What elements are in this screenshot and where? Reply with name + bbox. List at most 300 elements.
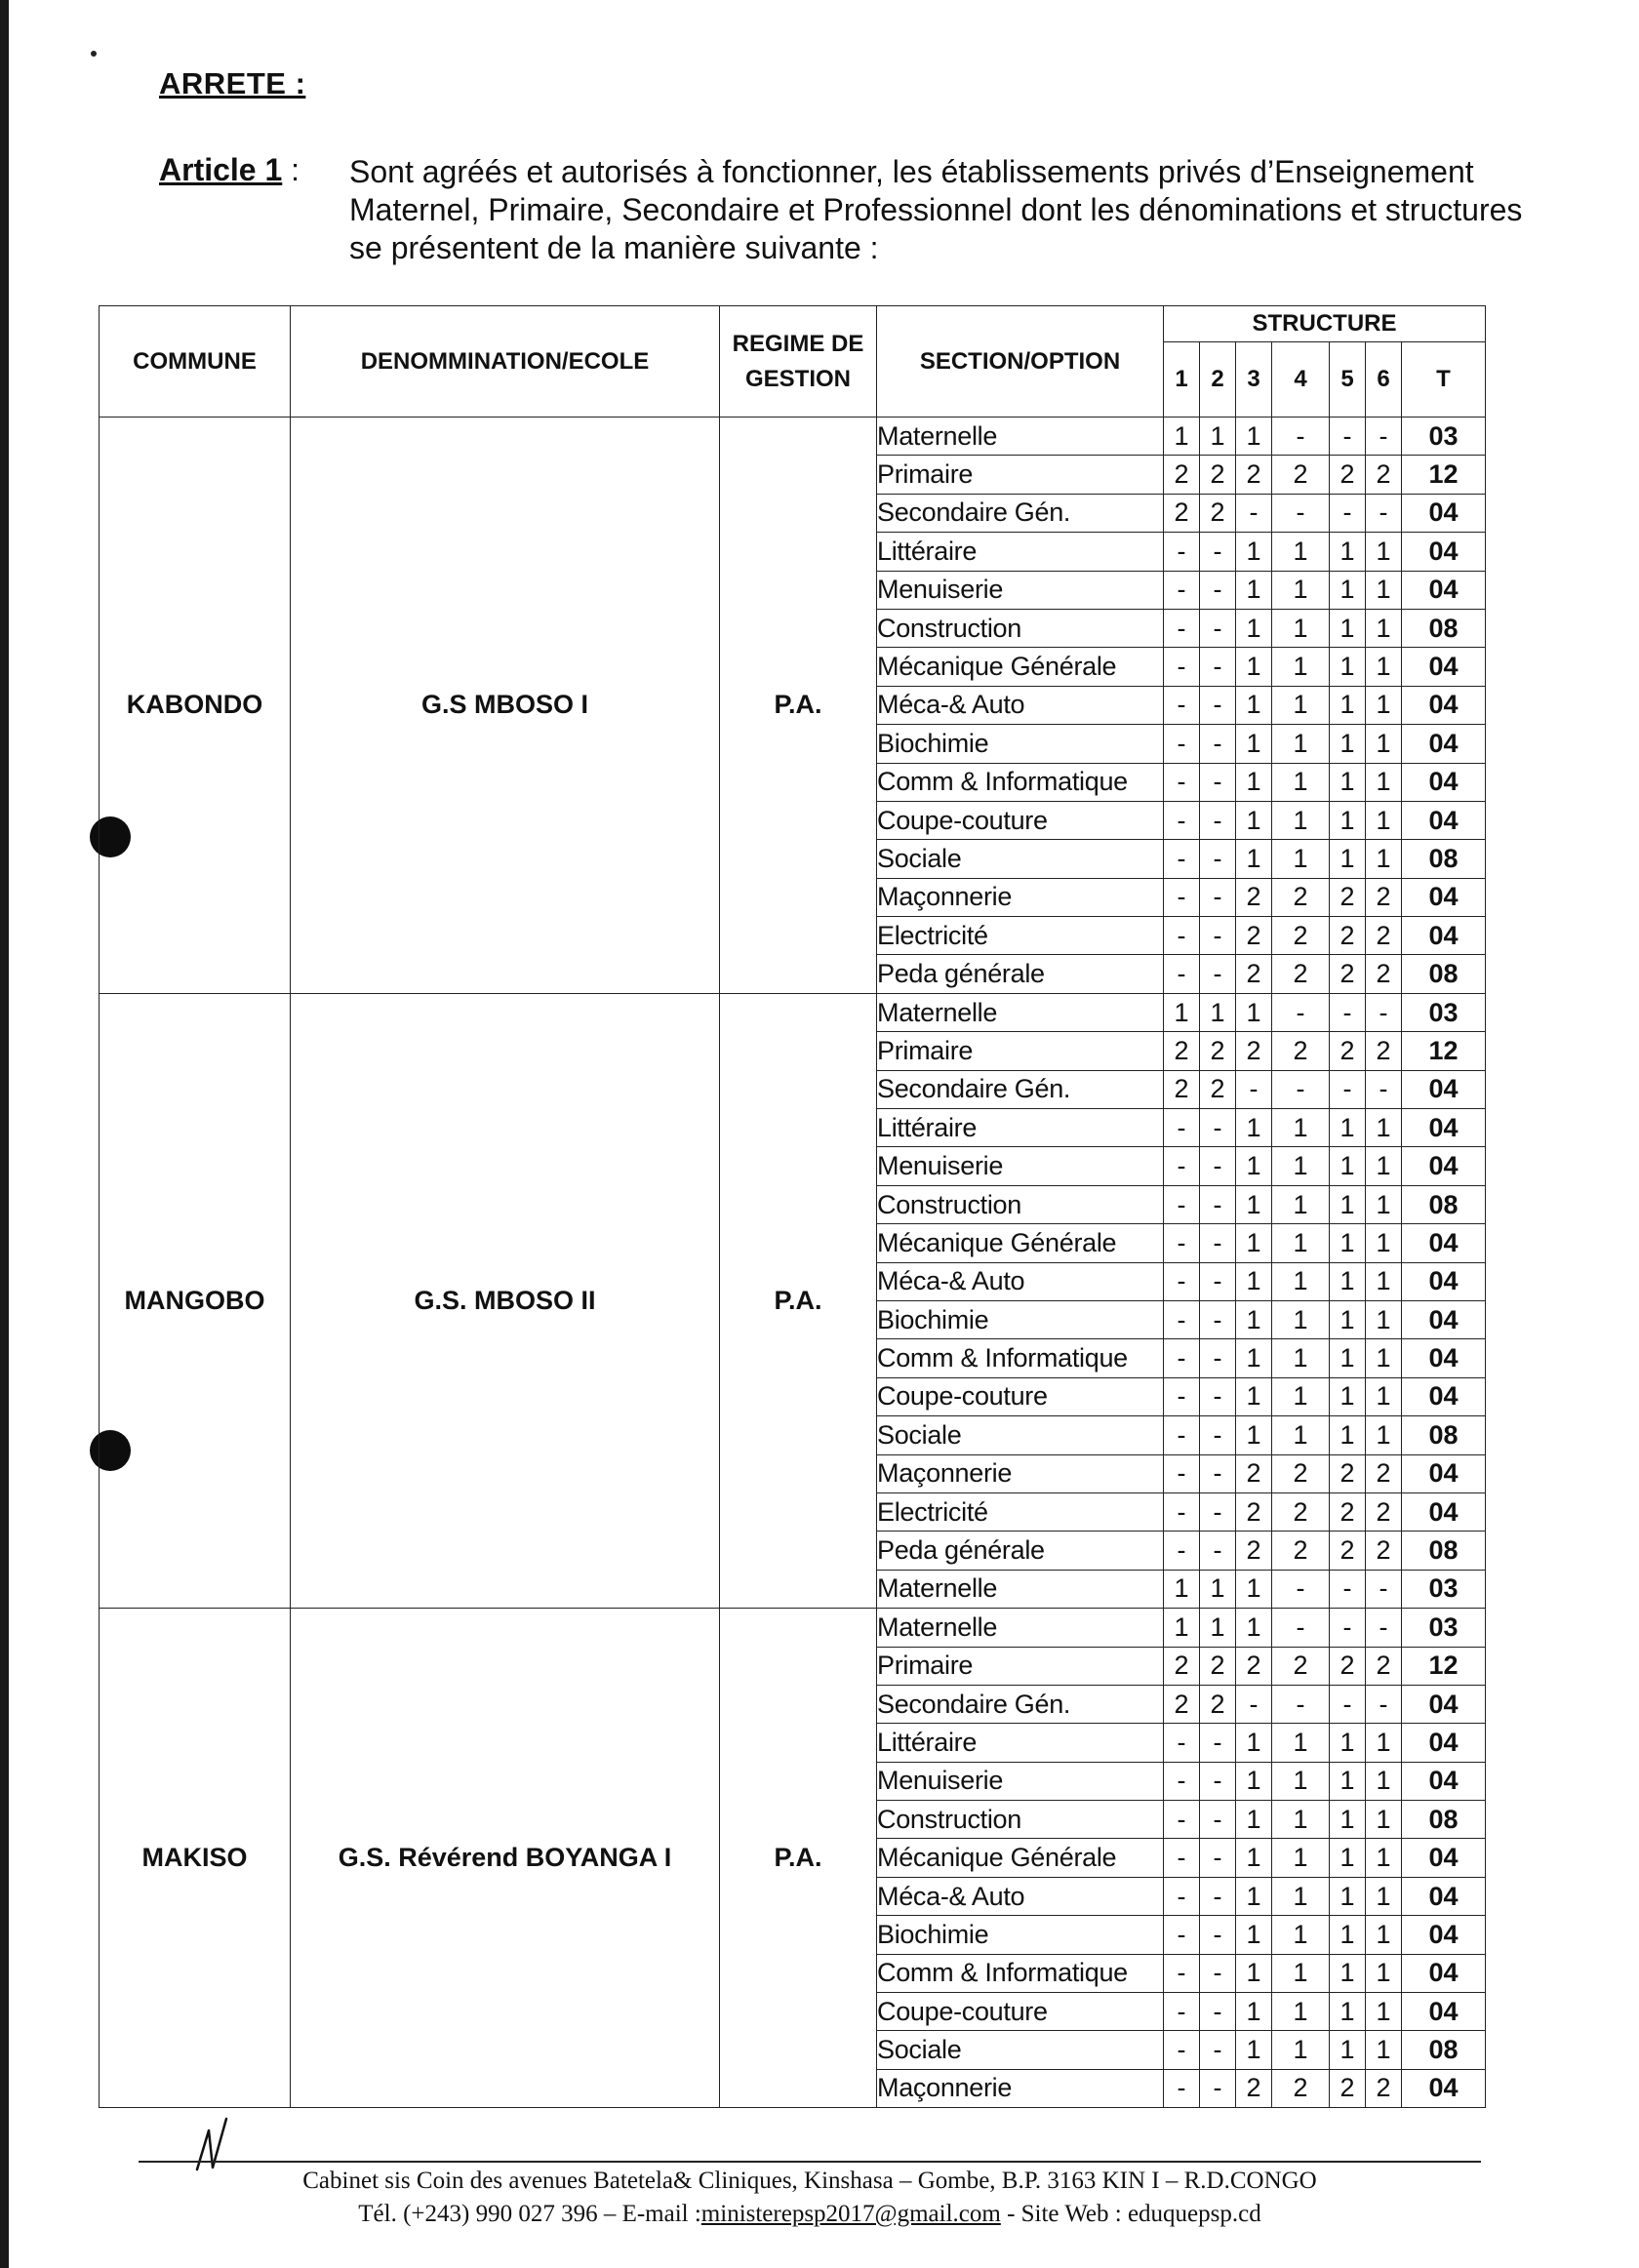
structure-cell-3: - — [1236, 1070, 1272, 1108]
structure-cell-3: 1 — [1236, 1570, 1272, 1608]
total-cell: 12 — [1402, 1032, 1486, 1070]
structure-cell-5: - — [1330, 494, 1366, 532]
structure-cell-5: 1 — [1330, 1224, 1366, 1262]
structure-cell-1: - — [1164, 1377, 1200, 1415]
section-cell: Construction — [877, 1801, 1164, 1839]
total-cell: 04 — [1402, 1839, 1486, 1877]
total-cell: 04 — [1402, 1492, 1486, 1531]
total-cell: 12 — [1402, 1647, 1486, 1685]
header-col-2: 2 — [1200, 342, 1236, 418]
structure-cell-6: 1 — [1366, 1839, 1402, 1877]
structure-cell-1: - — [1164, 1147, 1200, 1185]
section-cell: Maternelle — [877, 1609, 1164, 1647]
total-cell: 04 — [1402, 763, 1486, 801]
structure-cell-6: 1 — [1366, 725, 1402, 763]
total-cell: 12 — [1402, 456, 1486, 494]
structure-cell-3: 1 — [1236, 686, 1272, 724]
structure-cell-5: 2 — [1330, 955, 1366, 993]
structure-cell-2: - — [1200, 533, 1236, 571]
structure-cell-4: 1 — [1272, 571, 1330, 609]
header-col-3: 3 — [1236, 342, 1272, 418]
structure-cell-2: - — [1200, 1916, 1236, 1954]
total-cell: 04 — [1402, 1262, 1486, 1300]
header-col-4: 4 — [1272, 342, 1330, 418]
structure-cell-3: 2 — [1236, 917, 1272, 955]
structure-cell-6: 1 — [1366, 533, 1402, 571]
footer-divider — [139, 2161, 1481, 2163]
structure-cell-4: 1 — [1272, 1916, 1330, 1954]
structure-cell-4: 1 — [1272, 1839, 1330, 1877]
structure-cell-3: 1 — [1236, 609, 1272, 647]
structure-cell-3: 1 — [1236, 801, 1272, 839]
footer-contact — [139, 2201, 1481, 2228]
structure-cell-3: 1 — [1236, 1185, 1272, 1223]
structure-cell-1: - — [1164, 1877, 1200, 1915]
structure-cell-4: 1 — [1272, 1109, 1330, 1147]
structure-cell-4: 2 — [1272, 1492, 1330, 1531]
section-cell: Biochimie — [877, 1916, 1164, 1954]
structure-cell-2: - — [1200, 725, 1236, 763]
structure-cell-4: - — [1272, 1070, 1330, 1108]
structure-cell-5: 1 — [1330, 1339, 1366, 1377]
section-cell: Primaire — [877, 1032, 1164, 1070]
structure-cell-1: - — [1164, 1224, 1200, 1262]
structure-cell-3: 2 — [1236, 1032, 1272, 1070]
structure-cell-4: 2 — [1272, 2069, 1330, 2107]
total-cell: 04 — [1402, 1954, 1486, 1992]
total-cell: 08 — [1402, 609, 1486, 647]
structure-cell-3: 1 — [1236, 2031, 1272, 2069]
structure-cell-2: - — [1200, 1762, 1236, 1800]
structure-cell-1: - — [1164, 1416, 1200, 1454]
structure-cell-5: - — [1330, 1070, 1366, 1108]
structure-cell-3: 1 — [1236, 648, 1272, 686]
structure-cell-5: - — [1330, 1570, 1366, 1608]
structure-cell-3: 1 — [1236, 725, 1272, 763]
structure-cell-1: - — [1164, 840, 1200, 878]
structure-cell-5: 1 — [1330, 801, 1366, 839]
total-cell: 08 — [1402, 1532, 1486, 1570]
structure-cell-3: 1 — [1236, 1877, 1272, 1915]
structure-cell-2: - — [1200, 1839, 1236, 1877]
header-structure: STRUCTURE — [1164, 306, 1486, 342]
section-cell: Secondaire Gén. — [877, 1070, 1164, 1108]
structure-cell-2: - — [1200, 955, 1236, 993]
structure-cell-1: - — [1164, 1262, 1200, 1300]
structure-cell-2: 1 — [1200, 418, 1236, 456]
structure-cell-6: 1 — [1366, 1724, 1402, 1762]
total-cell: 04 — [1402, 1993, 1486, 2031]
section-cell: Primaire — [877, 1647, 1164, 1685]
structure-cell-4: 2 — [1272, 1532, 1330, 1570]
structure-cell-3: 1 — [1236, 1224, 1272, 1262]
structure-cell-1: 2 — [1164, 1685, 1200, 1723]
structure-cell-2: 1 — [1200, 993, 1236, 1031]
total-cell: 04 — [1402, 801, 1486, 839]
section-cell: Mécanique Générale — [877, 648, 1164, 686]
structure-cell-5: 1 — [1330, 1262, 1366, 1300]
structure-cell-4: 1 — [1272, 1262, 1330, 1300]
section-cell: Maçonnerie — [877, 878, 1164, 916]
structure-cell-6: 2 — [1366, 1454, 1402, 1492]
total-cell: 03 — [1402, 993, 1486, 1031]
structure-cell-1: - — [1164, 1492, 1200, 1531]
structure-cell-2: - — [1200, 1993, 1236, 2031]
structure-cell-6: 1 — [1366, 840, 1402, 878]
structure-cell-6: 1 — [1366, 801, 1402, 839]
regime-cell: P.A. — [720, 418, 877, 994]
total-cell: 04 — [1402, 878, 1486, 916]
structure-cell-5: 1 — [1330, 571, 1366, 609]
school-name-cell: G.S. MBOSO II — [291, 993, 720, 1608]
structure-cell-6: 1 — [1366, 1877, 1402, 1915]
structure-cell-4: 2 — [1272, 878, 1330, 916]
section-cell: Comm & Informatique — [877, 763, 1164, 801]
total-cell: 04 — [1402, 1916, 1486, 1954]
structure-cell-2: - — [1200, 1147, 1236, 1185]
structure-cell-5: 1 — [1330, 1993, 1366, 2031]
section-cell: Maçonnerie — [877, 1454, 1164, 1492]
structure-cell-1: - — [1164, 533, 1200, 571]
structure-cell-2: - — [1200, 1724, 1236, 1762]
structure-cell-3: 1 — [1236, 1993, 1272, 2031]
structure-cell-4: 1 — [1272, 1185, 1330, 1223]
total-cell: 04 — [1402, 1339, 1486, 1377]
section-cell: Biochimie — [877, 725, 1164, 763]
structure-cell-6: 1 — [1366, 1224, 1402, 1262]
total-cell: 08 — [1402, 1801, 1486, 1839]
structure-cell-2: - — [1200, 801, 1236, 839]
arrete-heading: ARRETE : — [159, 66, 306, 100]
structure-cell-6: 1 — [1366, 1377, 1402, 1415]
regime-cell: P.A. — [720, 1609, 877, 2108]
structure-cell-2: - — [1200, 840, 1236, 878]
structure-cell-2: - — [1200, 609, 1236, 647]
structure-cell-3: 1 — [1236, 1147, 1272, 1185]
section-cell: Peda générale — [877, 955, 1164, 993]
structure-cell-2: - — [1200, 571, 1236, 609]
total-cell: 04 — [1402, 571, 1486, 609]
structure-cell-6: 1 — [1366, 1993, 1402, 2031]
structure-cell-3: 2 — [1236, 2069, 1272, 2107]
structure-cell-4: 1 — [1272, 1147, 1330, 1185]
structure-cell-4: 1 — [1272, 1300, 1330, 1338]
total-cell: 04 — [1402, 1762, 1486, 1800]
table-row — [100, 993, 1486, 1031]
header-col-6: 6 — [1366, 342, 1402, 418]
structure-cell-5: 1 — [1330, 725, 1366, 763]
structure-cell-6: 1 — [1366, 1801, 1402, 1839]
structure-cell-1: 2 — [1164, 1647, 1200, 1685]
total-cell: 08 — [1402, 1416, 1486, 1454]
regime-cell: P.A. — [720, 993, 877, 1608]
section-cell: Comm & Informatique — [877, 1339, 1164, 1377]
structure-cell-6: 2 — [1366, 1647, 1402, 1685]
footer-email-link[interactable]: ministerepsp2017@gmail.com — [700, 2201, 1001, 2227]
structure-cell-2: - — [1200, 1339, 1236, 1377]
structure-cell-6: 2 — [1366, 1492, 1402, 1531]
structure-cell-1: 1 — [1164, 418, 1200, 456]
structure-cell-6: 1 — [1366, 1185, 1402, 1223]
section-cell: Construction — [877, 1185, 1164, 1223]
structure-cell-2: 2 — [1200, 456, 1236, 494]
structure-cell-6: 1 — [1366, 1954, 1402, 1992]
structure-cell-2: - — [1200, 1300, 1236, 1338]
structure-cell-3: 1 — [1236, 763, 1272, 801]
structure-cell-1: - — [1164, 2031, 1200, 2069]
structure-cell-6: 1 — [1366, 1762, 1402, 1800]
section-cell: Sociale — [877, 2031, 1164, 2069]
structure-cell-4: 2 — [1272, 456, 1330, 494]
structure-cell-2: 2 — [1200, 1070, 1236, 1108]
structure-cell-5: 2 — [1330, 1492, 1366, 1531]
structure-cell-4: 1 — [1272, 1724, 1330, 1762]
structure-cell-1: - — [1164, 763, 1200, 801]
total-cell: 04 — [1402, 917, 1486, 955]
structure-cell-3: 1 — [1236, 1724, 1272, 1762]
structure-cell-3: 1 — [1236, 1339, 1272, 1377]
section-cell: Maternelle — [877, 418, 1164, 456]
total-cell: 04 — [1402, 533, 1486, 571]
section-cell: Menuiserie — [877, 1762, 1164, 1800]
structure-cell-1: - — [1164, 1839, 1200, 1877]
structure-cell-1: - — [1164, 1300, 1200, 1338]
total-cell: 04 — [1402, 686, 1486, 724]
structure-cell-1: - — [1164, 1916, 1200, 1954]
structure-cell-2: - — [1200, 1262, 1236, 1300]
structure-cell-6: - — [1366, 1609, 1402, 1647]
total-cell: 08 — [1402, 955, 1486, 993]
structure-cell-2: - — [1200, 763, 1236, 801]
total-cell: 04 — [1402, 1070, 1486, 1108]
total-cell: 04 — [1402, 1224, 1486, 1262]
structure-cell-3: 1 — [1236, 993, 1272, 1031]
structure-cell-2: - — [1200, 648, 1236, 686]
footer-website: - Site Web : eduquepsp.cd — [1000, 2201, 1261, 2227]
school-name-cell: G.S MBOSO I — [291, 418, 720, 994]
section-cell: Coupe-couture — [877, 1377, 1164, 1415]
structure-cell-4: 1 — [1272, 1416, 1330, 1454]
structure-cell-4: 1 — [1272, 686, 1330, 724]
structure-cell-2: - — [1200, 1954, 1236, 1992]
section-cell: Menuiserie — [877, 571, 1164, 609]
structure-cell-5: 2 — [1330, 456, 1366, 494]
structure-cell-2: - — [1200, 1185, 1236, 1223]
structure-cell-3: - — [1236, 494, 1272, 532]
header-col-1: 1 — [1164, 342, 1200, 418]
structure-cell-4: 2 — [1272, 1454, 1330, 1492]
structure-cell-3: 1 — [1236, 1416, 1272, 1454]
commune-cell: MANGOBO — [100, 993, 291, 1608]
structure-cell-6: 1 — [1366, 1416, 1402, 1454]
structure-cell-6: 2 — [1366, 878, 1402, 916]
structure-cell-2: - — [1200, 1416, 1236, 1454]
total-cell: 04 — [1402, 2069, 1486, 2107]
structure-cell-1: - — [1164, 2069, 1200, 2107]
structure-cell-2: - — [1200, 2031, 1236, 2069]
structure-cell-1: 2 — [1164, 1070, 1200, 1108]
total-cell: 04 — [1402, 1147, 1486, 1185]
total-cell: 04 — [1402, 1300, 1486, 1338]
structure-cell-4: 1 — [1272, 2031, 1330, 2069]
structure-cell-1: - — [1164, 1954, 1200, 1992]
structure-cell-4: 1 — [1272, 801, 1330, 839]
structure-cell-1: - — [1164, 955, 1200, 993]
footer-phone: Tél. (+243) 990 027 396 – E-mail : — [358, 2201, 701, 2227]
total-cell: 04 — [1402, 1109, 1486, 1147]
article-label — [159, 152, 300, 188]
structure-cell-2: - — [1200, 1224, 1236, 1262]
structure-cell-4: 1 — [1272, 725, 1330, 763]
structure-cell-1: - — [1164, 1762, 1200, 1800]
structure-cell-6: 1 — [1366, 1916, 1402, 1954]
structure-cell-5: 1 — [1330, 2031, 1366, 2069]
structure-cell-1: 2 — [1164, 456, 1200, 494]
structure-cell-2: - — [1200, 1532, 1236, 1570]
section-cell: Littéraire — [877, 1724, 1164, 1762]
structure-cell-6: 1 — [1366, 1262, 1402, 1300]
structure-cell-4: 2 — [1272, 1032, 1330, 1070]
structure-cell-5: 2 — [1330, 1454, 1366, 1492]
structure-cell-4: 1 — [1272, 1224, 1330, 1262]
total-cell: 04 — [1402, 494, 1486, 532]
section-cell: Maternelle — [877, 1570, 1164, 1608]
structure-cell-5: 1 — [1330, 1724, 1366, 1762]
section-cell: Mécanique Générale — [877, 1224, 1164, 1262]
structure-cell-1: - — [1164, 686, 1200, 724]
structure-cell-6: 1 — [1366, 2031, 1402, 2069]
structure-cell-1: - — [1164, 1532, 1200, 1570]
section-cell: Sociale — [877, 840, 1164, 878]
total-cell: 04 — [1402, 1685, 1486, 1723]
structure-cell-6: 2 — [1366, 2069, 1402, 2107]
structure-cell-2: - — [1200, 1109, 1236, 1147]
structure-cell-1: - — [1164, 1801, 1200, 1839]
structure-cell-5: 1 — [1330, 1916, 1366, 1954]
structure-cell-5: 1 — [1330, 686, 1366, 724]
structure-cell-3: 1 — [1236, 533, 1272, 571]
structure-cell-6: - — [1366, 418, 1402, 456]
structure-cell-6: - — [1366, 494, 1402, 532]
structure-cell-6: 2 — [1366, 1532, 1402, 1570]
structure-cell-4: - — [1272, 993, 1330, 1031]
structure-cell-5: 1 — [1330, 1377, 1366, 1415]
section-cell: Méca-& Auto — [877, 1262, 1164, 1300]
structure-cell-1: 2 — [1164, 494, 1200, 532]
total-cell: 04 — [1402, 1377, 1486, 1415]
article-colon: : — [291, 152, 300, 187]
structure-cell-6: 1 — [1366, 609, 1402, 647]
section-cell: Electricité — [877, 917, 1164, 955]
structure-cell-4: 2 — [1272, 917, 1330, 955]
total-cell: 03 — [1402, 1570, 1486, 1608]
structure-cell-3: 1 — [1236, 1300, 1272, 1338]
header-col-total: T — [1402, 342, 1486, 418]
section-cell: Construction — [877, 609, 1164, 647]
structure-cell-3: 1 — [1236, 1377, 1272, 1415]
structure-cell-1: - — [1164, 609, 1200, 647]
structure-cell-3: 1 — [1236, 418, 1272, 456]
article-number: Article 1 — [159, 152, 283, 187]
structure-cell-1: - — [1164, 1454, 1200, 1492]
structure-cell-3: 1 — [1236, 1609, 1272, 1647]
structure-cell-2: - — [1200, 1877, 1236, 1915]
total-cell: 08 — [1402, 2031, 1486, 2069]
section-cell: Littéraire — [877, 533, 1164, 571]
structure-cell-3: 2 — [1236, 878, 1272, 916]
section-cell: Maternelle — [877, 993, 1164, 1031]
structure-cell-6: 2 — [1366, 955, 1402, 993]
structure-cell-6: - — [1366, 1570, 1402, 1608]
header-regime: REGIME DE GESTION — [720, 306, 877, 418]
structure-cell-4: 1 — [1272, 1954, 1330, 1992]
structure-cell-2: - — [1200, 686, 1236, 724]
structure-cell-1: - — [1164, 878, 1200, 916]
structure-cell-5: - — [1330, 418, 1366, 456]
structure-cell-2: - — [1200, 2069, 1236, 2107]
structure-cell-4: 1 — [1272, 763, 1330, 801]
section-cell: Maçonnerie — [877, 2069, 1164, 2107]
structure-cell-5: 1 — [1330, 1109, 1366, 1147]
article-text: Sont agréés et autorisés à fonctionner, les établissements privés d’Enseignement Maternel, Primaire, Secondaire et Professionnel dont les dénominations et structures se présentent de la manière suivante : — [349, 154, 1523, 265]
section-cell: Littéraire — [877, 1109, 1164, 1147]
structure-cell-5: - — [1330, 1609, 1366, 1647]
section-cell: Méca-& Auto — [877, 1877, 1164, 1915]
total-cell: 04 — [1402, 1724, 1486, 1762]
header-section: SECTION/OPTION — [877, 306, 1164, 418]
structure-cell-6: 1 — [1366, 686, 1402, 724]
section-cell: Coupe-couture — [877, 1993, 1164, 2031]
structure-cell-6: 1 — [1366, 648, 1402, 686]
structure-cell-3: 1 — [1236, 1109, 1272, 1147]
structure-cell-3: - — [1236, 1685, 1272, 1723]
schools-table — [99, 305, 1486, 2108]
structure-cell-5: 1 — [1330, 609, 1366, 647]
header-denomination: DENOMMINATION/ECOLE — [291, 306, 720, 418]
structure-cell-3: 1 — [1236, 1839, 1272, 1877]
section-cell: Primaire — [877, 456, 1164, 494]
structure-cell-4: 1 — [1272, 1377, 1330, 1415]
structure-cell-2: - — [1200, 1454, 1236, 1492]
structure-cell-4: 1 — [1272, 1801, 1330, 1839]
structure-cell-3: 1 — [1236, 1762, 1272, 1800]
structure-cell-1: - — [1164, 801, 1200, 839]
structure-cell-4: 1 — [1272, 1993, 1330, 2031]
total-cell: 03 — [1402, 1609, 1486, 1647]
structure-cell-1: - — [1164, 648, 1200, 686]
structure-cell-5: 2 — [1330, 1032, 1366, 1070]
structure-cell-2: - — [1200, 1801, 1236, 1839]
structure-cell-4: 2 — [1272, 955, 1330, 993]
structure-cell-5: 1 — [1330, 533, 1366, 571]
structure-cell-4: - — [1272, 418, 1330, 456]
section-cell: Peda générale — [877, 1532, 1164, 1570]
structure-cell-2: 2 — [1200, 1685, 1236, 1723]
structure-cell-5: 1 — [1330, 1877, 1366, 1915]
structure-cell-2: 2 — [1200, 1032, 1236, 1070]
structure-cell-2: 2 — [1200, 494, 1236, 532]
structure-cell-3: 1 — [1236, 1916, 1272, 1954]
section-cell: Sociale — [877, 1416, 1164, 1454]
structure-cell-5: 1 — [1330, 1416, 1366, 1454]
table-row — [100, 1609, 1486, 1647]
structure-cell-6: - — [1366, 1685, 1402, 1723]
structure-cell-5: 1 — [1330, 648, 1366, 686]
structure-cell-2: - — [1200, 1492, 1236, 1531]
school-name-cell: G.S. Révérend BOYANGA I — [291, 1609, 720, 2108]
structure-cell-6: 2 — [1366, 456, 1402, 494]
total-cell: 04 — [1402, 1877, 1486, 1915]
